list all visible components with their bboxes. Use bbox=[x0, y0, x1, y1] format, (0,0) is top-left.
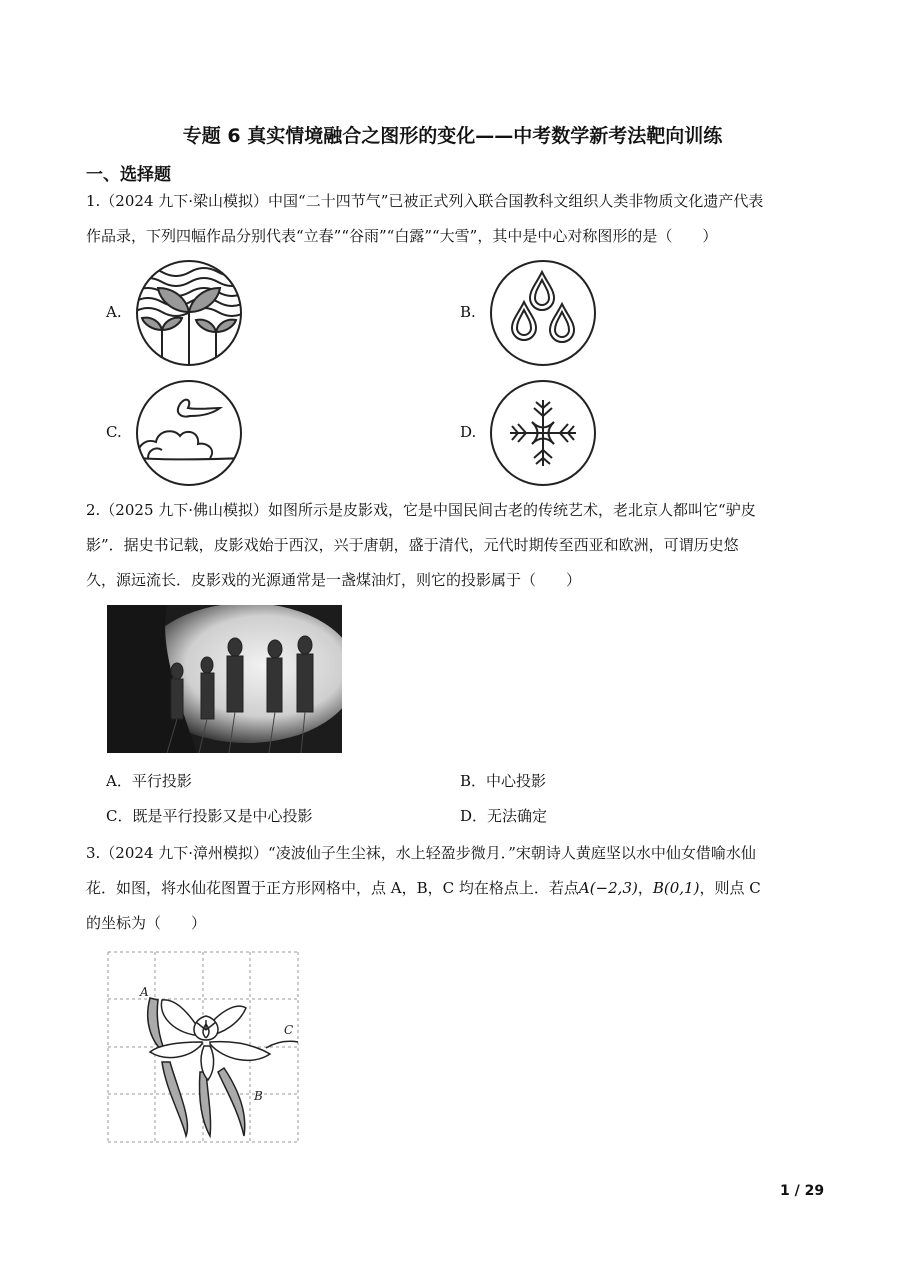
narcissus-grid-figure bbox=[106, 950, 301, 1145]
q1-text-line2: 作品录，下列四幅作品分别代表“立春”“谷雨”“白露”“大雪”，其中是中心对称图形的是（ ） bbox=[86, 227, 718, 245]
q1-option-d-label: D. bbox=[460, 423, 477, 441]
section-heading: 一、选择题 bbox=[86, 165, 171, 185]
q3-text-line2-part2: ，则点 C bbox=[699, 879, 761, 897]
page-title: 专题 6 真实情境融合之图形的变化——中考数学新考法靶向训练 bbox=[182, 125, 723, 147]
q1-text-line1: 1.（2024 九下·梁山模拟）中国“二十四节气”已被正式列入联合国教科文组织人类非物质文化遗产代表 bbox=[86, 192, 764, 210]
q3-text-line2-part1: 花．如图，将水仙花图置于正方形网格中，点 A，B，C 均在格点上．若点 bbox=[86, 879, 579, 897]
q3-text-line2 bbox=[86, 878, 761, 898]
page-number: 1 / 29 bbox=[780, 1183, 825, 1199]
q2-option-d: D．无法确定 bbox=[460, 807, 548, 825]
q2-text-line2: 影”．据史书记载，皮影戏始于西汉，兴于唐朝，盛于清代，元代时期传至西亚和欧洲，可谓历史悠 bbox=[86, 536, 739, 554]
daxue-figure bbox=[488, 378, 598, 488]
q2-text-line1: 2.（2025 九下·佛山模拟）如图所示是皮影戏，它是中国民间古老的传统艺术，老北京人都叫它“驴皮 bbox=[86, 501, 756, 519]
q2-option-c: C．既是平行投影又是中心投影 bbox=[106, 807, 313, 825]
point-a-coordinate: A(−2,3) bbox=[578, 879, 638, 897]
point-a-label: A bbox=[140, 985, 149, 999]
point-c-label: C bbox=[284, 1023, 294, 1037]
lichun-figure bbox=[134, 258, 244, 368]
shadow-play-photo bbox=[107, 605, 342, 753]
q1-option-c-label: C. bbox=[106, 423, 122, 441]
q1-option-b-label: B. bbox=[460, 303, 476, 321]
q2-text-line3: 久，源远流长．皮影戏的光源通常是一盏煤油灯，则它的投影属于（ ） bbox=[86, 571, 582, 589]
point-b-coordinate: B(0,1) bbox=[652, 879, 700, 897]
q1-option-a-label: A. bbox=[106, 303, 122, 321]
q3-comma: ， bbox=[637, 879, 653, 897]
bailu-figure bbox=[134, 378, 244, 488]
q3-text-line1: 3.（2024 九下·漳州模拟）“凌波仙子生尘袜，水上轻盈步微月．”宋朝诗人黄庭坚以水中仙女借喻水仙 bbox=[86, 844, 756, 862]
point-b-label: B bbox=[254, 1089, 263, 1103]
q3-text-line3: 的坐标为（ ） bbox=[86, 914, 207, 932]
guyu-figure bbox=[488, 258, 598, 368]
q2-option-b: B．中心投影 bbox=[460, 772, 547, 790]
q2-option-a: A．平行投影 bbox=[106, 772, 192, 790]
